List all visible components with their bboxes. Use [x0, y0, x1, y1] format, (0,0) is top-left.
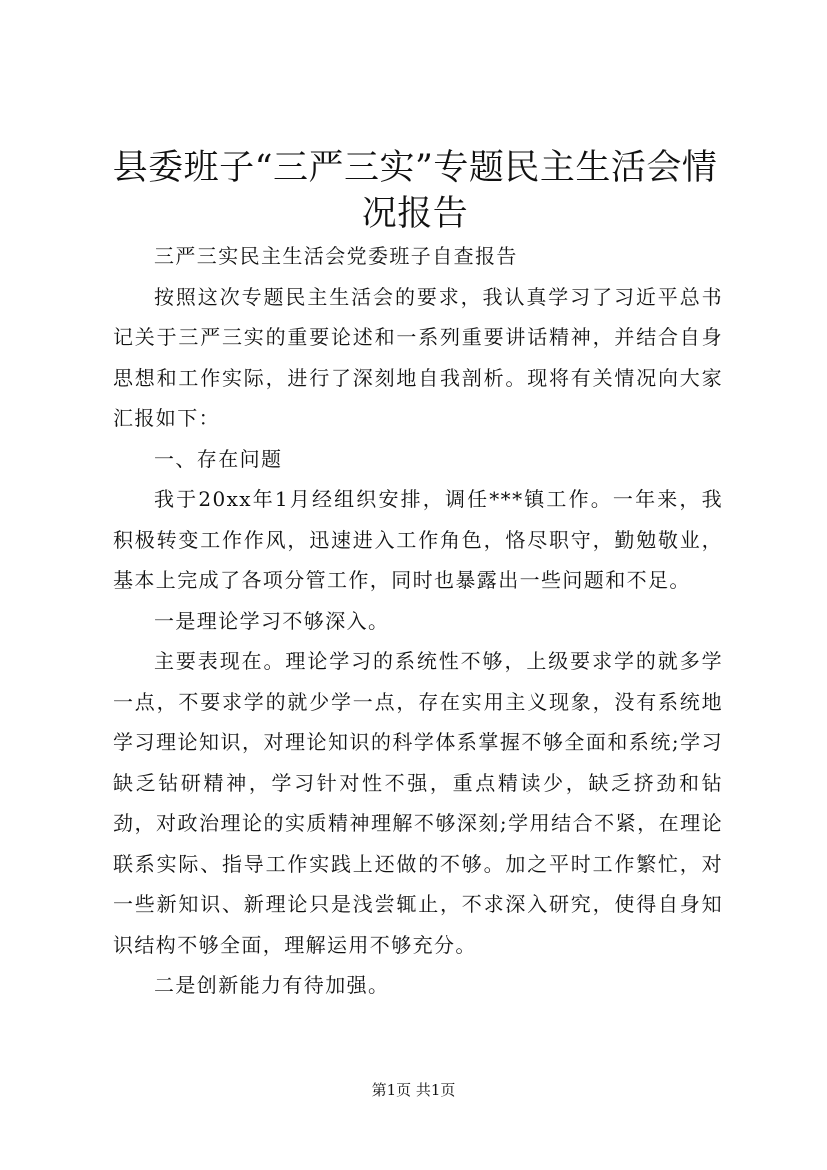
page-footer: 第1页 共1页 — [371, 1081, 456, 1099]
section-heading-problems: 一、存在问题 — [154, 446, 283, 471]
document-body — [113, 236, 723, 1006]
point-heading-1: 一是理论学习不够深入。 — [154, 608, 390, 633]
paragraph-background: 我于20xx年1月经组织安排，调任***镇工作。一年来，我积极转变工作作风，迅速进入工作角色，恪尽职守，勤勉敬业，基本上完成了各项分管工作，同时也暴露出一些问题和不足。 — [113, 487, 723, 592]
paragraph-subtitle: 三严三实民主生活会党委班子自查报告 — [154, 244, 518, 268]
paragraph-intro: 按照这次专题民主生活会的要求，我认真学习了习近平总书记关于三严三实的重要论述和一系列重要讲话精神，并结合自身思想和工作实际，进行了深刻地自我剖析。现将有关情况向大家汇报如下： — [113, 284, 723, 430]
paragraph-point-1: 主要表现在。理论学习的系统性不够，上级要求学的就多学一点，不要求学的就少学一点，存在实用主义现象，没有系统地学习理论知识，对理论知识的科学体系掌握不够全面和系统;学习缺乏钻研精神，学习针对性不强，重点精读少，缺乏挤劲和钻劲，对政治理论的实质精神理解不够深刻;学用结合不紧，在理论联系实际、指导工作实践上还做的不够。加之平时工作繁忙，对一些新知识、新理论只是浅尝辄止，不求深入研究，使得自身知识结构不够全面，理解运用不够充分。 — [113, 649, 723, 957]
document-title: 县委班子“三严三实”专题民主生活会情况报告 — [112, 148, 718, 234]
point-heading-2: 二是创新能力有待加强。 — [154, 973, 390, 997]
